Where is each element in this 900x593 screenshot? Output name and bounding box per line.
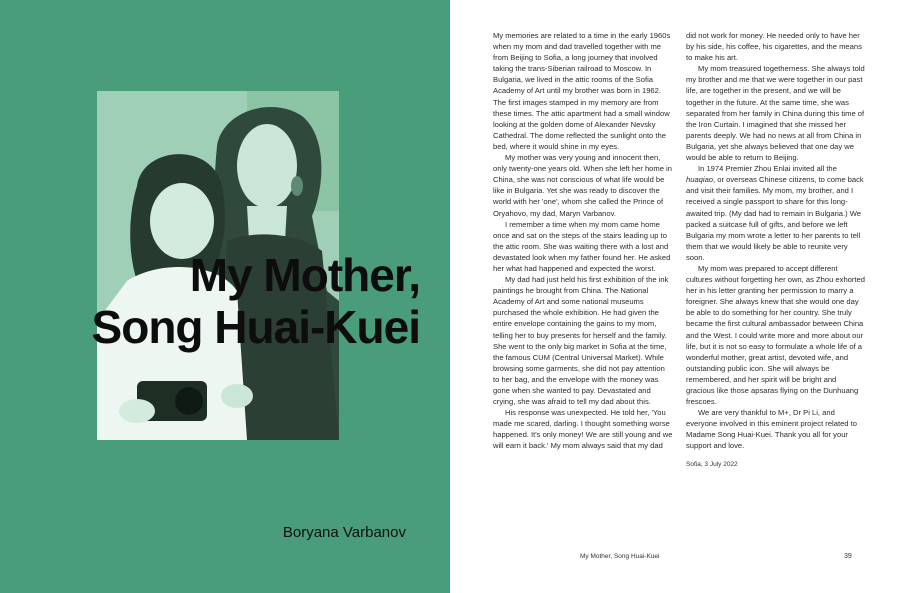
paragraph: We are very thankful to M+, Dr Pi Li, and everyone involved in this eminent project related to Madame Song Huai-Kuei. Thank you all for your support and love. <box>686 408 857 451</box>
paragraph: I remember a time when my mom came home once and sat on the steps of the stairs leading up to the attic room. She was waiting there with a lost and devastated look when my father found her. He asked her what had happened and expected the worst. <box>493 219 671 273</box>
author-name: Boryana Varbanov <box>282 524 406 541</box>
paragraph: My mom was prepared to accept different cultures without forgetting her own, as Zhou exhorted her in his letter granting her permission to marry a foreigner. She always knew that she would one day be able to do something for her country. She truly became the first cultural ambassador between China and the West. I could write more and more about our life, but it is not so easy to formulate a whole life of a wonderful mother, great artist, devoted wife, and outstanding public icon. She will always be remembered, and her spirit will be bright and gracious like those apsaras flying on the Dunhuang frescoes. <box>686 263 865 407</box>
paragraph: My mother was very young and innocent then, only twenty-one years old. When she left her home in China, she was not conscious of what life would be like in Bulgaria. Yet she was ready to discover the world with her 'one', whom she called the Prince of Oryahovo, my dad, Maryn Varbanov. <box>493 153 672 218</box>
paragraph: did not work for money. He needed only to have her by his side, his coffee, his cigarettes, and the means to make his art. <box>686 31 862 63</box>
running-footer: My Mother, Song Huai-Kuei <box>580 553 660 560</box>
paragraph: My memories are related to a time in the early 1960s when my mom and dad travelled together with me from Beijing to Sofia, a long journey that involved taking the trans-Siberian railroad to Moscow. In Bulgaria, we lived in the attic rooms of the Sofia Academy of Art until my brother was born in 1962. The first images stamped in my memory are from these times. The attic apartment had a small window looking at the golden dome of Alexander Nevsky Cathedral. The dome reflected the sunlight onto the bed, where it would shine in my eyes. <box>493 31 671 151</box>
title-line-1: My Mother, <box>189 249 420 301</box>
italic-term: huaqiao <box>686 175 714 185</box>
article-title <box>30 249 420 353</box>
paragraph: My dad had just held his first exhibition of the ink paintings he brought from China. The National Academy of Art and some national museums purchased the whole exhibition. He had given the entire envelope containing the gains to my mom, telling her to buy presents for herself and the family. She went to the only big market in Sofia at the time, the famous CUM (Central Universal Market). While browsing some garments, she did not pay attention to her bag, and the envelope with the money was gone when she wanted to pay. Devastated and crying, she was afraid to tell my dad about this. <box>493 275 669 407</box>
paragraph-text: , or overseas Chinese citizens, to come back and visit their families. My mom, my brother, and I received a single passport to share for this long-awaited trip. (My dad had to remain in Bulgaria.) We packed a suitcase full of gifts, and before we left Bulgaria my mom wrote a letter to her parents to tell them that we would likely be able to reunite very soon. <box>686 175 864 262</box>
text-column-2 <box>686 30 866 470</box>
title-line-2: Song Huai-Kuei <box>91 301 420 353</box>
page-number: 39 <box>844 553 852 560</box>
paragraph-text: In 1974 Premier Zhou Enlai invited all the <box>698 164 837 174</box>
paragraph <box>686 163 866 263</box>
paragraph: My mom treasured togetherness. She always told my brother and me that we were together in our past life, are together in the present, and we will be together in the future. At the same time, she was separated from her family in China during this time of the Iron Curtain. I imagined that she missed her parents deeply. We had no news at all from China in Bulgaria, yet she always believed that one day we would be able to return to Beijing. <box>686 64 865 163</box>
paragraph: His response was unexpected. He told her, 'You made me scared, darling. I thought something worse happened. It's only money! We are still young and we will earn it back.' My mom always said that my dad <box>493 408 673 451</box>
text-column-1 <box>493 30 673 452</box>
right-page <box>450 0 900 593</box>
signature-date: Sofia, 3 July 2022 <box>686 460 738 468</box>
